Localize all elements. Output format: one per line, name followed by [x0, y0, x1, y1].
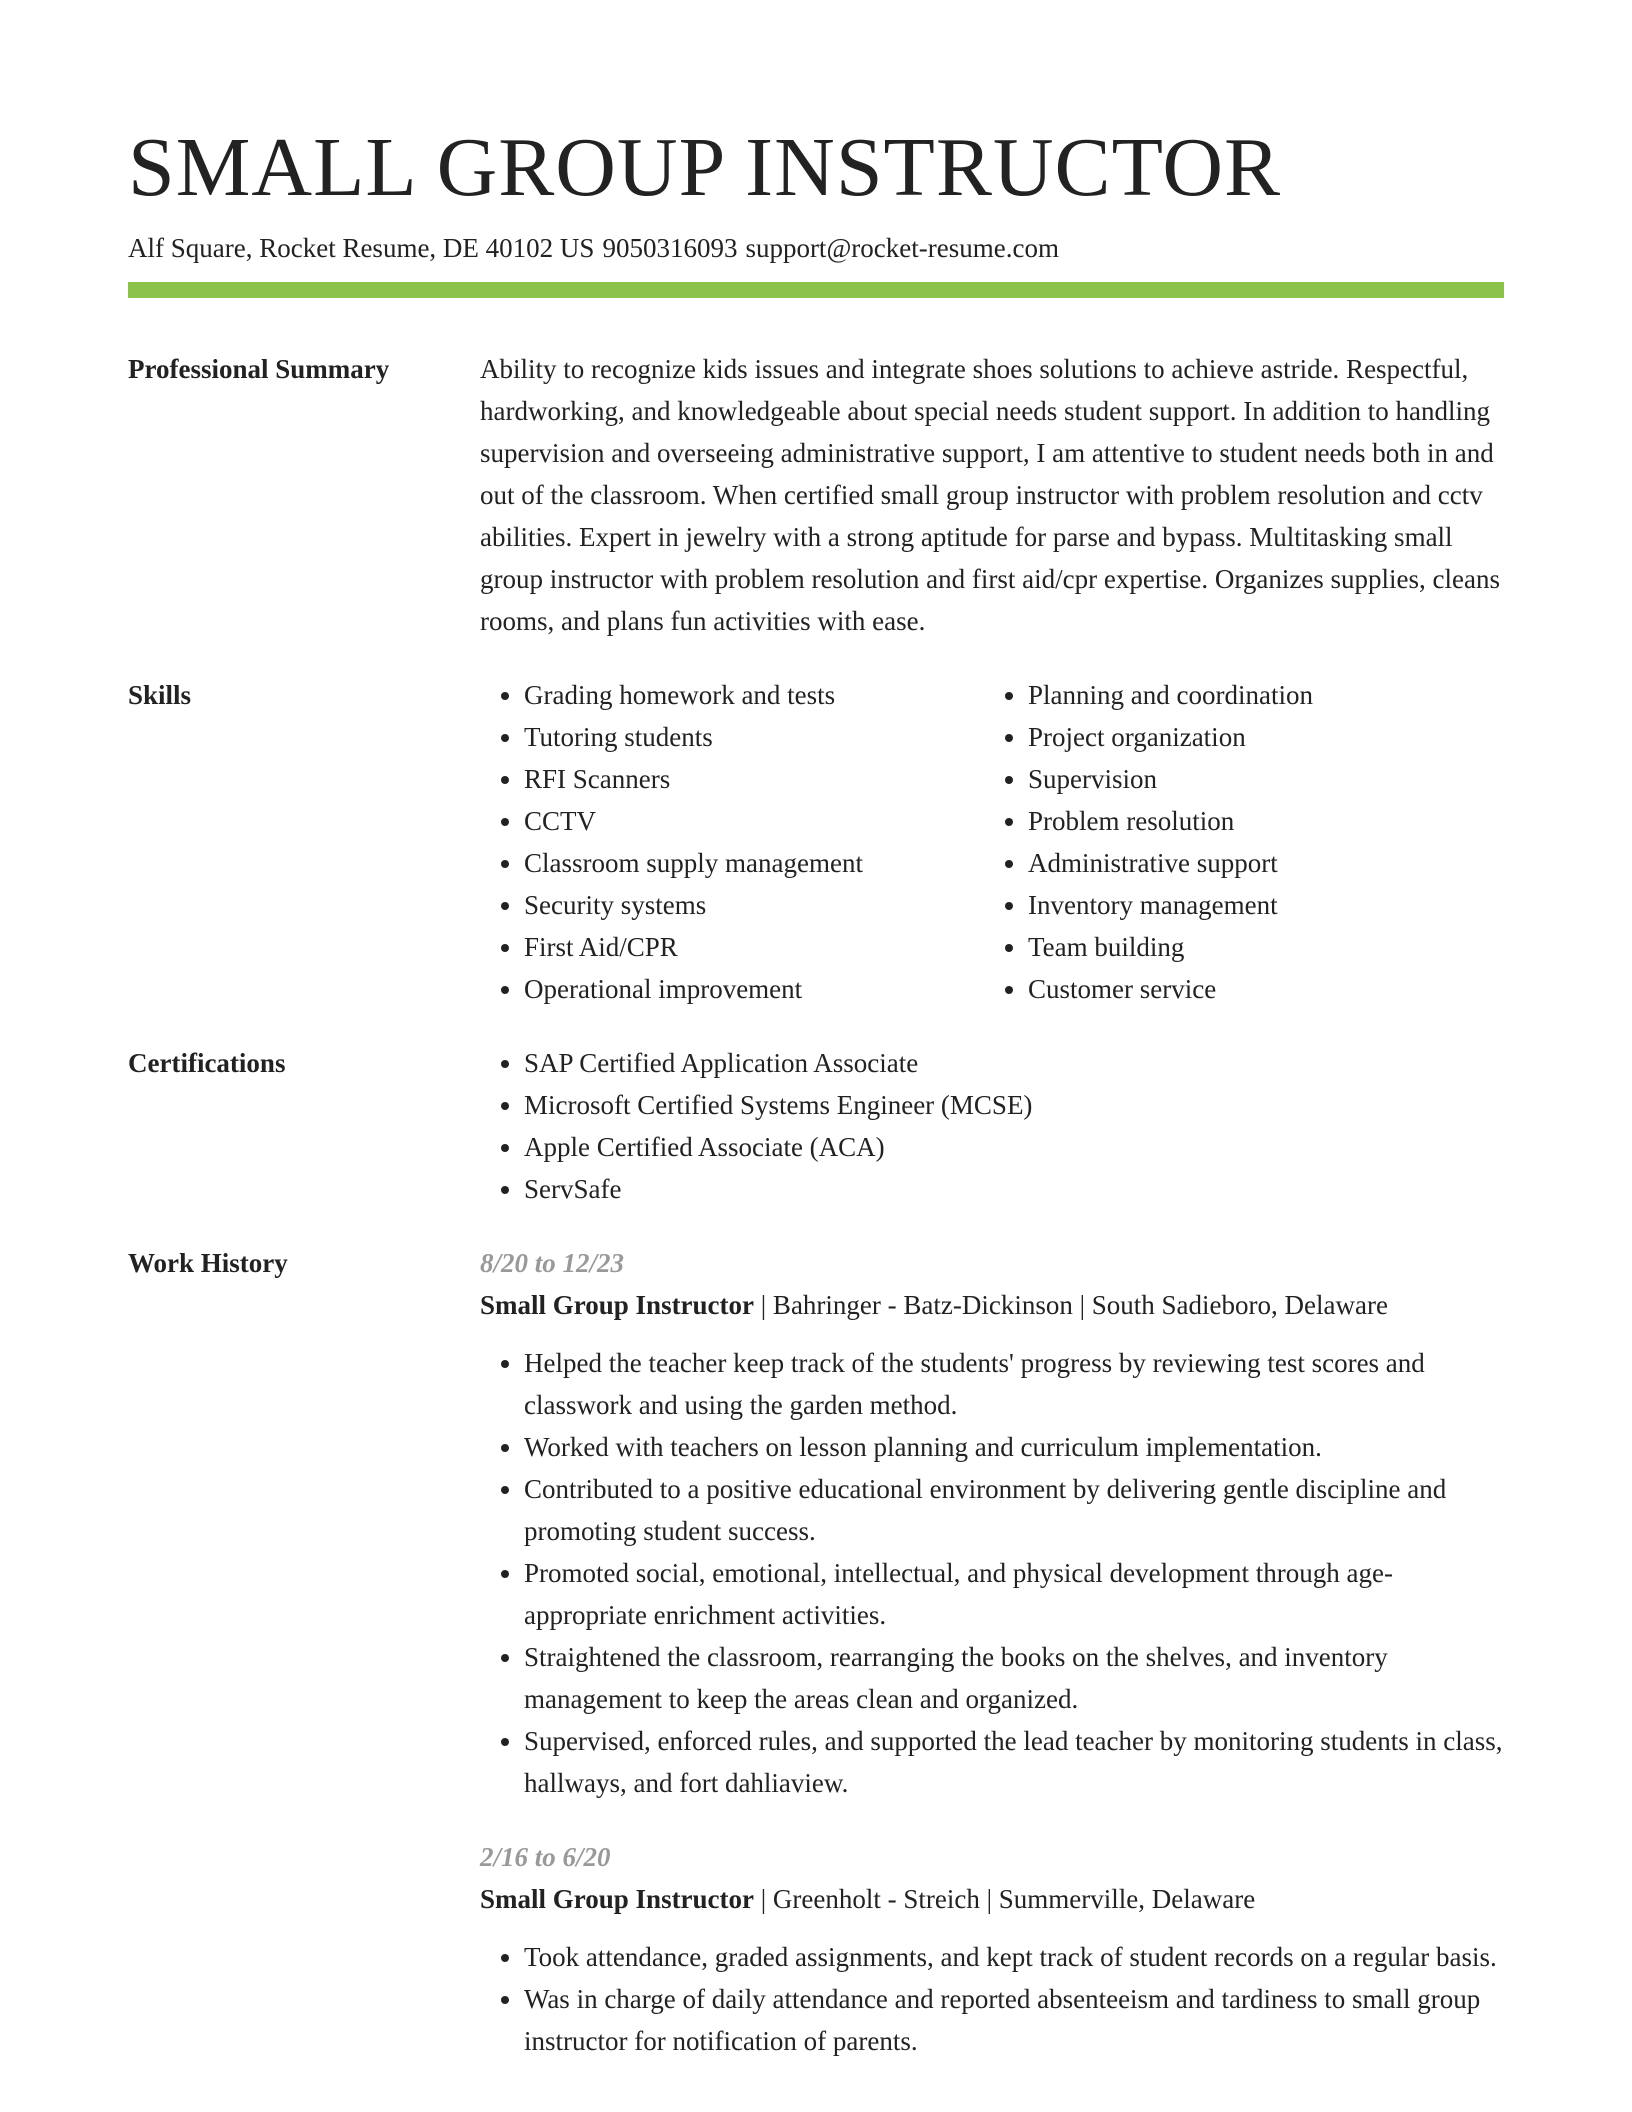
- job-employer-location: | Bahringer - Batz-Dickinson | South Sadieboro, Delaware: [754, 1290, 1388, 1320]
- accent-divider: [128, 282, 1504, 298]
- skill-item: • Supervision: [1028, 758, 1504, 800]
- skill-item: • RFI Scanners: [524, 758, 984, 800]
- job-title: Small Group Instructor: [480, 1884, 755, 1914]
- job-duty: • Contributed to a positive educational environment by delivering gentle discipline and promoting student success.: [524, 1468, 1504, 1552]
- job-entry: [480, 1836, 1504, 2062]
- certification-item: • ServSafe: [524, 1168, 1504, 1210]
- resume-page: [128, 0, 1504, 2062]
- job-duty: • Took attendance, graded assignments, and kept track of student records on a regular basis.: [524, 1936, 1504, 1978]
- contact-phone: 9050316093: [602, 233, 738, 263]
- skill-item: • Customer service: [1028, 968, 1504, 1010]
- certifications-list: [480, 1042, 1504, 1210]
- job-entry: [480, 1242, 1504, 1804]
- job-title: Small Group Instructor: [480, 1290, 755, 1320]
- skill-item: • First Aid/CPR: [524, 926, 984, 968]
- summary-section: [128, 348, 1504, 642]
- skill-item: • CCTV: [524, 800, 984, 842]
- job-duty: • Straightened the classroom, rearranging the books on the shelves, and inventory management to keep the areas clean and organized.: [524, 1636, 1504, 1720]
- certification-item: • Apple Certified Associate (ACA): [524, 1126, 1504, 1168]
- skill-item: • Tutoring students: [524, 716, 984, 758]
- skill-item: • Security systems: [524, 884, 984, 926]
- job-heading: [480, 1284, 1504, 1326]
- work-history-section: [128, 1242, 1504, 2062]
- job-duty: • Worked with teachers on lesson planning and curriculum implementation.: [524, 1426, 1504, 1468]
- job-heading: [480, 1878, 1504, 1920]
- contact-address: Alf Square, Rocket Resume, DE 40102 US: [128, 233, 595, 263]
- skill-item: • Project organization: [1028, 716, 1504, 758]
- job-duty: • Promoted social, emotional, intellectual, and physical development through age-appropriate enrichment activities.: [524, 1552, 1504, 1636]
- candidate-name: SMALL GROUP INSTRUCTOR: [128, 121, 1282, 214]
- job-duty: • Supervised, enforced rules, and supported the lead teacher by monitoring students in class, hallways, and fort dahliaview.: [524, 1720, 1504, 1804]
- contact-email: support@rocket-resume.com: [745, 233, 1059, 263]
- certifications-section: [128, 1042, 1504, 1210]
- summary-text: Ability to recognize kids issues and integrate shoes solutions to achieve astride. Respectful, hardworking, and knowledgeable about special needs student support. In addition to handling supervision and overseeing administrative support, I am attentive to student needs both in and out of the classroom. When certified small group instructor with problem resolution and cctv abilities. Expert in jewelry with a strong aptitude for parse and bypass. Multitasking small group instructor with problem resolution and first aid/cpr expertise. Organizes supplies, cleans rooms, and plans fun activities with ease.: [480, 354, 1501, 636]
- skills-list-right: [984, 674, 1504, 1010]
- job-dates: 2/16 to 6/20: [480, 1842, 611, 1872]
- job-duties-list: [480, 1342, 1504, 1804]
- skill-item: • Grading homework and tests: [524, 674, 984, 716]
- job-dates: 8/20 to 12/23: [480, 1248, 625, 1278]
- skill-item: • Team building: [1028, 926, 1504, 968]
- skills-section: [128, 674, 1504, 1010]
- work-history-heading: Work History: [128, 1248, 288, 1278]
- certifications-heading: Certifications: [128, 1048, 286, 1078]
- skill-item: • Classroom supply management: [524, 842, 984, 884]
- skill-item: • Operational improvement: [524, 968, 984, 1010]
- job-duty: • Was in charge of daily attendance and reported absenteeism and tardiness to small group instructor for notification of parents.: [524, 1978, 1504, 2062]
- skills-heading: Skills: [128, 680, 192, 710]
- skill-item: • Planning and coordination: [1028, 674, 1504, 716]
- job-duty: • Helped the teacher keep track of the students' progress by reviewing test scores and classwork and using the garden method.: [524, 1342, 1504, 1426]
- job-employer-location: | Greenholt - Streich | Summerville, Delaware: [754, 1884, 1256, 1914]
- summary-heading: Professional Summary: [128, 354, 390, 384]
- contact-line: [128, 230, 1504, 266]
- skills-grid: [480, 674, 1504, 1010]
- skill-item: • Inventory management: [1028, 884, 1504, 926]
- skills-list-left: [480, 674, 984, 1010]
- certification-item: • SAP Certified Application Associate: [524, 1042, 1504, 1084]
- job-duties-list: [480, 1936, 1504, 2062]
- certification-item: • Microsoft Certified Systems Engineer (MCSE): [524, 1084, 1504, 1126]
- skill-item: • Problem resolution: [1028, 800, 1504, 842]
- skill-item: • Administrative support: [1028, 842, 1504, 884]
